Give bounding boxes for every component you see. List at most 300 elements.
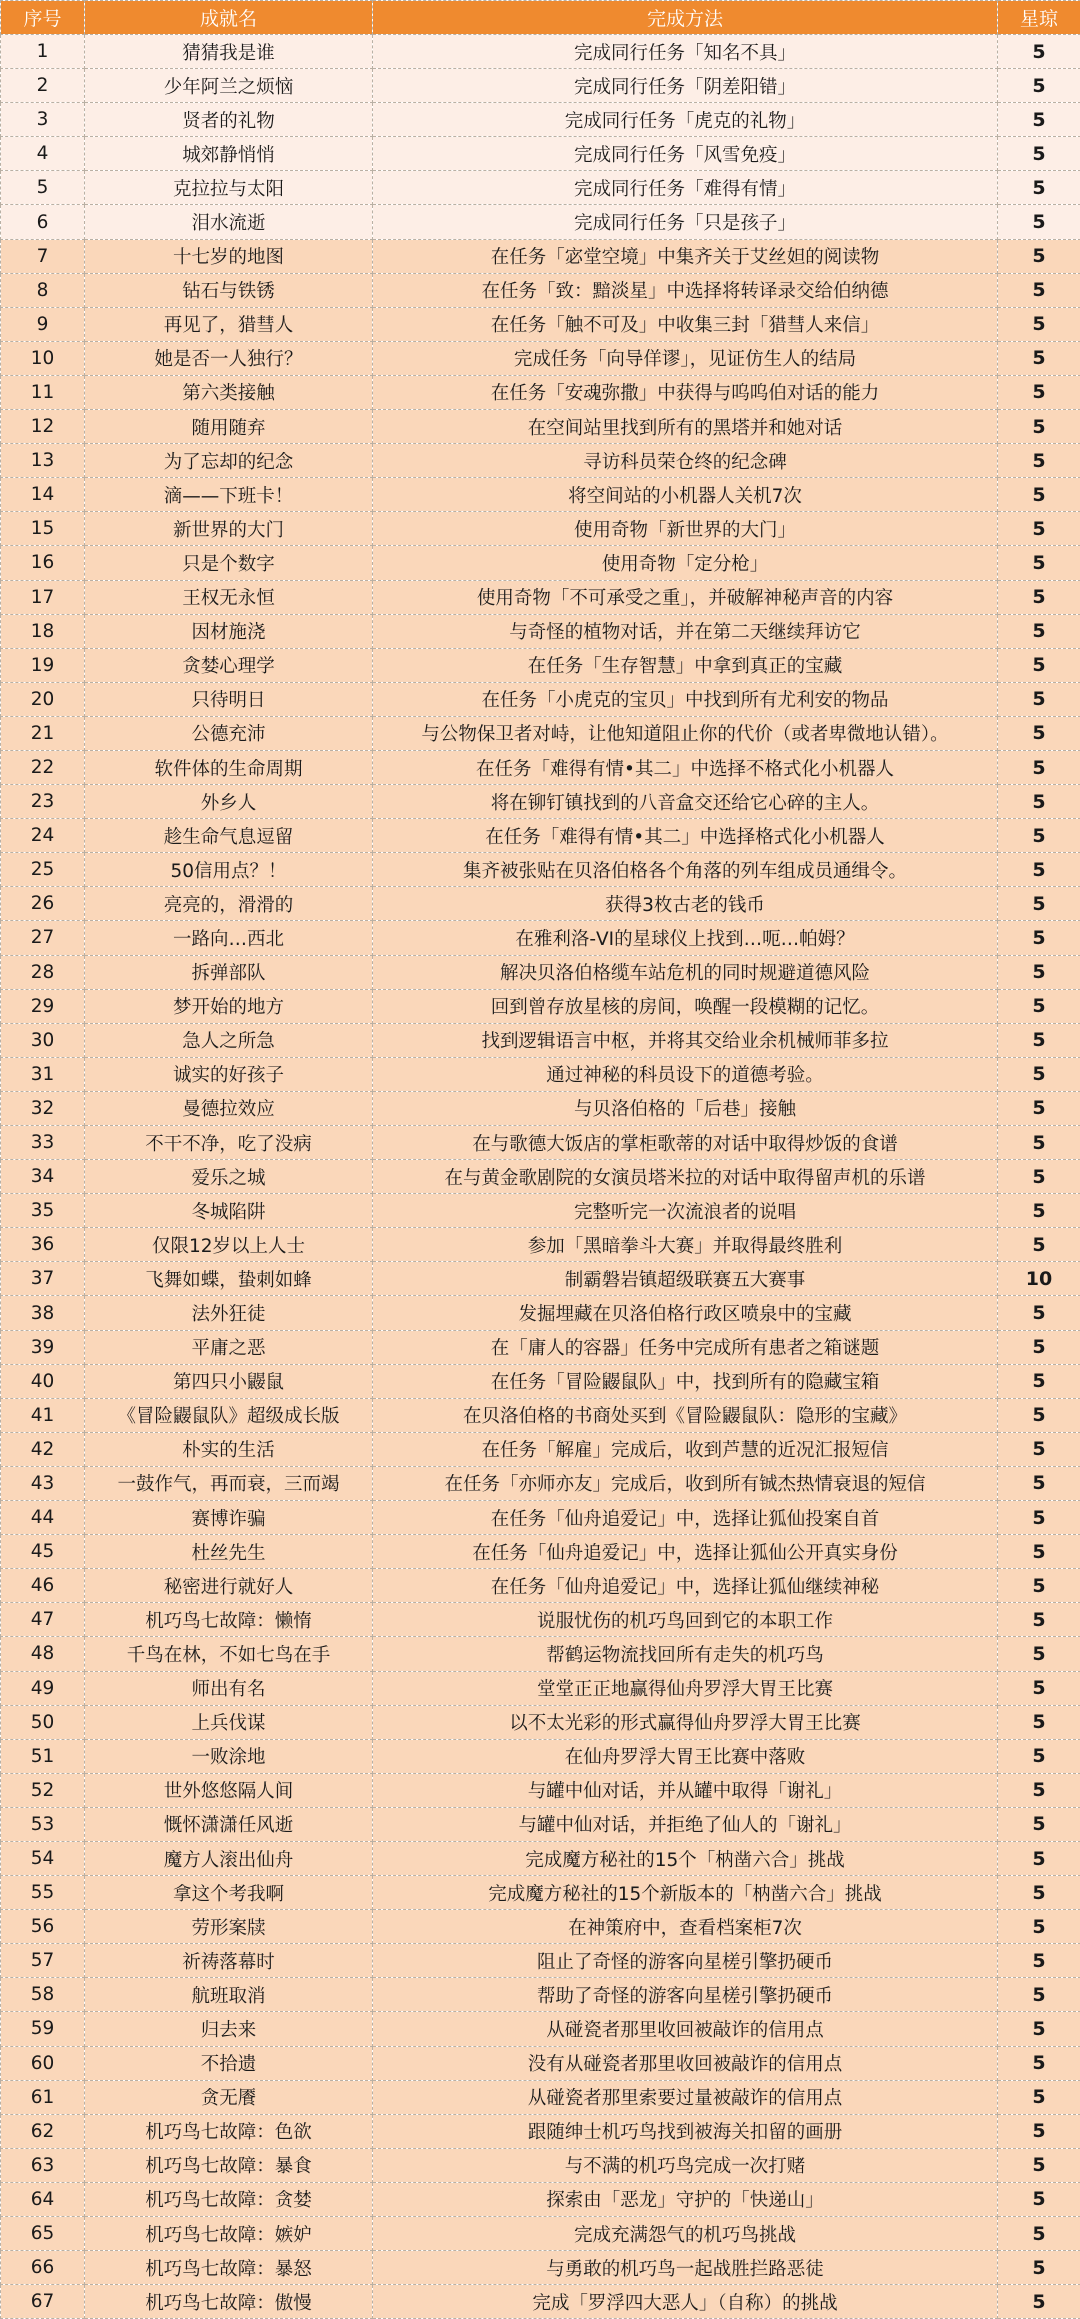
cell-method: 完成魔方秘社的15个「枘凿六合」挑战 [373,1841,998,1875]
table-row [1,1705,1080,1739]
cell-name: 急人之所急 [85,1023,373,1057]
cell-name: 她是否一人独行？ [85,341,373,375]
cell-index: 53 [1,1807,85,1841]
cell-method: 完成魔方秘社的15个新版本的「枘凿六合」挑战 [373,1876,998,1910]
cell-method: 解决贝洛伯格缆车站危机的同时规避道德风险 [373,955,998,989]
cell-name: 不拾遗 [85,2046,373,2080]
cell-method: 阻止了奇怪的游客向星槎引擎扔硬币 [373,1944,998,1978]
table-row [1,580,1080,614]
cell-stars: 5 [998,69,1080,103]
cell-stars: 5 [998,2114,1080,2148]
cell-name: 拿这个考我啊 [85,1876,373,1910]
cell-name: 朴实的生活 [85,1432,373,1466]
cell-index: 46 [1,1569,85,1603]
cell-name: 归去来 [85,2012,373,2046]
cell-method: 堂堂正正地赢得仙舟罗浮大胃王比赛 [373,1671,998,1705]
table-row [1,1126,1080,1160]
header-method: 完成方法 [373,1,998,35]
cell-index: 27 [1,921,85,955]
cell-stars: 5 [998,1091,1080,1125]
cell-index: 17 [1,580,85,614]
cell-method: 从碰瓷者那里索要过量被敲诈的信用点 [373,2080,998,2114]
cell-stars: 5 [998,137,1080,171]
cell-name: 飞舞如蝶，蛰刺如蜂 [85,1262,373,1296]
table-row [1,2182,1080,2216]
table-row [1,887,1080,921]
cell-method: 在空间站里找到所有的黑塔并和她对话 [373,410,998,444]
cell-stars: 5 [998,819,1080,853]
table-row [1,35,1080,69]
cell-method: 在任务「冒险鼹鼠队」中，找到所有的隐藏宝箱 [373,1364,998,1398]
table-row [1,1398,1080,1432]
cell-stars: 5 [998,2046,1080,2080]
table-row [1,1876,1080,1910]
table-row [1,1841,1080,1875]
cell-stars: 5 [998,546,1080,580]
cell-stars: 5 [998,307,1080,341]
header-name: 成就名 [85,1,373,35]
table-row [1,1501,1080,1535]
cell-index: 36 [1,1228,85,1262]
cell-stars: 5 [998,2080,1080,2114]
cell-stars: 5 [998,1296,1080,1330]
cell-index: 42 [1,1432,85,1466]
cell-method: 探索由「恶龙」守护的「快递山」 [373,2182,998,2216]
cell-method: 与不满的机巧鸟完成一次打赌 [373,2148,998,2182]
cell-method: 在任务「致：黯淡星」中选择将转译录交给伯纳德 [373,273,998,307]
cell-index: 23 [1,785,85,819]
cell-method: 在「庸人的容器」任务中完成所有患者之箱谜题 [373,1330,998,1364]
cell-index: 20 [1,682,85,716]
cell-name: 机巧鸟七故障：暴食 [85,2148,373,2182]
cell-index: 18 [1,614,85,648]
cell-name: 机巧鸟七故障：色欲 [85,2114,373,2148]
cell-stars: 5 [998,853,1080,887]
cell-index: 32 [1,1091,85,1125]
cell-name: 十七岁的地图 [85,239,373,273]
cell-stars: 5 [998,1739,1080,1773]
cell-index: 25 [1,853,85,887]
cell-stars: 5 [998,1910,1080,1944]
cell-name: 因材施浇 [85,614,373,648]
cell-stars: 5 [998,750,1080,784]
cell-method: 完成「罗浮四大恶人」（自称）的挑战 [373,2285,998,2319]
cell-method: 与奇怪的植物对话，并在第二天继续拜访它 [373,614,998,648]
table-row [1,1296,1080,1330]
table-row [1,1194,1080,1228]
table-row [1,171,1080,205]
table-row [1,444,1080,478]
cell-name: 只是个数字 [85,546,373,580]
cell-stars: 5 [998,2148,1080,2182]
cell-index: 50 [1,1705,85,1739]
cell-stars: 5 [998,239,1080,273]
cell-index: 16 [1,546,85,580]
cell-name: 诚实的好孩子 [85,1057,373,1091]
table-row [1,2285,1080,2319]
cell-name: 滴——下班卡！ [85,478,373,512]
cell-method: 与公物保卫者对峙，让他知道阻止你的代价（或者卑微地认错）。 [373,716,998,750]
cell-name: 机巧鸟七故障：嫉妒 [85,2217,373,2251]
cell-index: 59 [1,2012,85,2046]
cell-name: 新世界的大门 [85,512,373,546]
cell-method: 在任务「仙舟追爱记」中，选择让狐仙继续神秘 [373,1569,998,1603]
cell-stars: 5 [998,887,1080,921]
table-row [1,682,1080,716]
cell-name: 一路向…西北 [85,921,373,955]
cell-name: 世外悠悠隔人间 [85,1773,373,1807]
cell-index: 15 [1,512,85,546]
cell-stars: 5 [998,648,1080,682]
cell-index: 31 [1,1057,85,1091]
cell-index: 40 [1,1364,85,1398]
cell-stars: 5 [998,1057,1080,1091]
cell-name: 钻石与铁锈 [85,273,373,307]
cell-index: 8 [1,273,85,307]
cell-name: 杜丝先生 [85,1535,373,1569]
cell-name: 《冒险鼹鼠队》超级成长版 [85,1398,373,1432]
cell-method: 在神策府中，查看档案柜7次 [373,1910,998,1944]
cell-name: 50信用点？！ [85,853,373,887]
cell-method: 帮鹤运物流找回所有走失的机巧鸟 [373,1637,998,1671]
table-row [1,1432,1080,1466]
table-row [1,137,1080,171]
cell-index: 45 [1,1535,85,1569]
cell-method: 在任务「难得有情•其二」中选择格式化小机器人 [373,819,998,853]
cell-stars: 5 [998,921,1080,955]
cell-method: 在任务「触不可及」中收集三封「猎彗人来信」 [373,307,998,341]
cell-name: 外乡人 [85,785,373,819]
table-row [1,205,1080,239]
table-row [1,716,1080,750]
cell-index: 58 [1,1978,85,2012]
cell-name: 拆弹部队 [85,955,373,989]
cell-index: 4 [1,137,85,171]
cell-method: 跟随绅士机巧鸟找到被海关扣留的画册 [373,2114,998,2148]
cell-method: 在任务「小虎克的宝贝」中找到所有尤利安的物品 [373,682,998,716]
table-row [1,1569,1080,1603]
cell-method: 集齐被张贴在贝洛伯格各个角落的列车组成员通缉令。 [373,853,998,887]
cell-name: 祈祷落幕时 [85,1944,373,1978]
cell-name: 再见了，猎彗人 [85,307,373,341]
cell-method: 完成充满怨气的机巧鸟挑战 [373,2217,998,2251]
cell-index: 47 [1,1603,85,1637]
cell-method: 在贝洛伯格的书商处买到《冒险鼹鼠队：隐形的宝藏》 [373,1398,998,1432]
cell-name: 亮亮的，滑滑的 [85,887,373,921]
cell-stars: 5 [998,512,1080,546]
table-row [1,307,1080,341]
cell-name: 平庸之恶 [85,1330,373,1364]
table-row [1,1637,1080,1671]
table-row [1,648,1080,682]
cell-index: 13 [1,444,85,478]
cell-index: 49 [1,1671,85,1705]
cell-method: 完成任务「向导佯谬」，见证仿生人的结局 [373,341,998,375]
cell-index: 64 [1,2182,85,2216]
cell-name: 随用随弃 [85,410,373,444]
table-row [1,273,1080,307]
cell-index: 56 [1,1910,85,1944]
table-row [1,785,1080,819]
table-row [1,1330,1080,1364]
cell-stars: 5 [998,1603,1080,1637]
table-row [1,2046,1080,2080]
table-row [1,921,1080,955]
table-row [1,1910,1080,1944]
cell-index: 5 [1,171,85,205]
header-row [1,1,1080,35]
cell-name: 劳形案牍 [85,1910,373,1944]
table-row [1,69,1080,103]
cell-index: 65 [1,2217,85,2251]
cell-name: 一败涂地 [85,1739,373,1773]
table-row [1,1978,1080,2012]
cell-method: 制霸磐岩镇超级联赛五大赛事 [373,1262,998,1296]
cell-stars: 5 [998,103,1080,137]
cell-index: 57 [1,1944,85,1978]
cell-index: 34 [1,1160,85,1194]
cell-index: 9 [1,307,85,341]
cell-name: 只待明日 [85,682,373,716]
cell-index: 48 [1,1637,85,1671]
header-stars: 星琼 [998,1,1080,35]
cell-method: 完成同行任务「只是孩子」 [373,205,998,239]
table-row [1,375,1080,409]
cell-stars: 5 [998,1705,1080,1739]
cell-method: 说服忧伤的机巧鸟回到它的本职工作 [373,1603,998,1637]
cell-name: 克拉拉与太阳 [85,171,373,205]
table-row [1,1773,1080,1807]
cell-method: 发掘埋藏在贝洛伯格行政区喷泉中的宝藏 [373,1296,998,1330]
table-row [1,1364,1080,1398]
cell-stars: 5 [998,955,1080,989]
cell-name: 为了忘却的纪念 [85,444,373,478]
table-row [1,1944,1080,1978]
table-row [1,1262,1080,1296]
cell-method: 完整听完一次流浪者的说唱 [373,1194,998,1228]
cell-stars: 5 [998,1841,1080,1875]
cell-name: 师出有名 [85,1671,373,1705]
table-row [1,239,1080,273]
cell-name: 贪婪心理学 [85,648,373,682]
cell-method: 以不太光彩的形式赢得仙舟罗浮大胃王比赛 [373,1705,998,1739]
cell-index: 24 [1,819,85,853]
table-row [1,1057,1080,1091]
cell-index: 61 [1,2080,85,2114]
table-row [1,819,1080,853]
cell-name: 曼德拉效应 [85,1091,373,1125]
cell-method: 在任务「仙舟追爱记」中，选择让狐仙投案自首 [373,1501,998,1535]
table-row [1,989,1080,1023]
cell-stars: 5 [998,1228,1080,1262]
achievement-rows [1,35,1080,2319]
table-row [1,1160,1080,1194]
cell-stars: 5 [998,1398,1080,1432]
cell-stars: 5 [998,1944,1080,1978]
cell-method: 在任务「难得有情•其二」中选择不格式化小机器人 [373,750,998,784]
cell-index: 10 [1,341,85,375]
table-row [1,2217,1080,2251]
table-row [1,750,1080,784]
cell-index: 7 [1,239,85,273]
cell-name: 一鼓作气，再而衰，三而竭 [85,1466,373,1500]
table-row [1,1807,1080,1841]
cell-method: 在与歌德大饭店的掌柜歌蒂的对话中取得炒饭的食谱 [373,1126,998,1160]
cell-method: 使用奇物「不可承受之重」，并破解神秘声音的内容 [373,580,998,614]
table-row [1,2012,1080,2046]
cell-index: 3 [1,103,85,137]
cell-stars: 5 [998,2182,1080,2216]
cell-name: 机巧鸟七故障：傲慢 [85,2285,373,2319]
cell-name: 冬城陷阱 [85,1194,373,1228]
cell-method: 与罐中仙对话，并拒绝了仙人的「谢礼」 [373,1807,998,1841]
cell-stars: 5 [998,1876,1080,1910]
table-row [1,2148,1080,2182]
cell-index: 14 [1,478,85,512]
cell-index: 37 [1,1262,85,1296]
cell-index: 2 [1,69,85,103]
table-row [1,512,1080,546]
cell-stars: 5 [998,1671,1080,1705]
cell-name: 机巧鸟七故障：贪婪 [85,2182,373,2216]
cell-method: 使用奇物「新世界的大门」 [373,512,998,546]
cell-method: 完成同行任务「风雪免疫」 [373,137,998,171]
cell-stars: 5 [998,682,1080,716]
cell-name: 上兵伐谋 [85,1705,373,1739]
cell-method: 在与黄金歌剧院的女演员塔米拉的对话中取得留声机的乐谱 [373,1160,998,1194]
cell-method: 将在铆钉镇找到的八音盒交还给它心碎的主人。 [373,785,998,819]
cell-index: 35 [1,1194,85,1228]
cell-index: 55 [1,1876,85,1910]
cell-stars: 5 [998,1160,1080,1194]
cell-stars: 5 [998,478,1080,512]
cell-method: 没有从碰瓷者那里收回被敲诈的信用点 [373,2046,998,2080]
cell-index: 1 [1,35,85,69]
cell-index: 22 [1,750,85,784]
cell-name: 梦开始的地方 [85,989,373,1023]
cell-stars: 5 [998,1978,1080,2012]
cell-index: 29 [1,989,85,1023]
cell-name: 机巧鸟七故障：暴怒 [85,2251,373,2285]
cell-name: 慨怀潇潇任风逝 [85,1807,373,1841]
cell-method: 获得3枚古老的钱币 [373,887,998,921]
table-row [1,478,1080,512]
cell-name: 航班取消 [85,1978,373,2012]
cell-stars: 5 [998,614,1080,648]
table-row [1,103,1080,137]
cell-stars: 5 [998,2251,1080,2285]
cell-name: 第六类接触 [85,375,373,409]
cell-index: 41 [1,1398,85,1432]
cell-index: 66 [1,2251,85,2285]
cell-name: 赛博诈骗 [85,1501,373,1535]
table-row [1,1671,1080,1705]
cell-stars: 5 [998,1364,1080,1398]
table-row [1,2114,1080,2148]
table-row [1,1091,1080,1125]
cell-method: 完成同行任务「虎克的礼物」 [373,103,998,137]
cell-method: 寻访科员荣仓终的纪念碑 [373,444,998,478]
table-row [1,853,1080,887]
cell-stars: 5 [998,1501,1080,1535]
cell-stars: 10 [998,1262,1080,1296]
cell-stars: 5 [998,785,1080,819]
cell-index: 21 [1,716,85,750]
cell-index: 43 [1,1466,85,1500]
cell-name: 贪无餍 [85,2080,373,2114]
cell-method: 在任务「解雇」完成后，收到芦慧的近况汇报短信 [373,1432,998,1466]
cell-method: 使用奇物「定分枪」 [373,546,998,580]
cell-stars: 5 [998,1466,1080,1500]
table-row [1,1535,1080,1569]
cell-stars: 5 [998,1023,1080,1057]
cell-name: 猜猜我是谁 [85,35,373,69]
cell-stars: 5 [998,2217,1080,2251]
cell-name: 城郊静悄悄 [85,137,373,171]
table-row [1,546,1080,580]
cell-method: 找到逻辑语言中枢，并将其交给业余机械师菲多拉 [373,1023,998,1057]
cell-index: 19 [1,648,85,682]
cell-stars: 5 [998,1773,1080,1807]
cell-method: 帮助了奇怪的游客向星槎引擎扔硬币 [373,1978,998,2012]
cell-stars: 5 [998,1637,1080,1671]
cell-method: 将空间站的小机器人关机7次 [373,478,998,512]
cell-method: 完成同行任务「难得有情」 [373,171,998,205]
cell-method: 完成同行任务「知名不具」 [373,35,998,69]
cell-name: 法外狂徒 [85,1296,373,1330]
cell-index: 63 [1,2148,85,2182]
cell-index: 67 [1,2285,85,2319]
cell-method: 通过神秘的科员设下的道德考验。 [373,1057,998,1091]
cell-stars: 5 [998,410,1080,444]
cell-name: 仅限12岁以上人士 [85,1228,373,1262]
cell-index: 33 [1,1126,85,1160]
cell-name: 软件体的生命周期 [85,750,373,784]
cell-stars: 5 [998,989,1080,1023]
table-row [1,1023,1080,1057]
cell-method: 在任务「亦师亦友」完成后，收到所有铖杰热情衰退的短信 [373,1466,998,1500]
cell-name: 王权无永恒 [85,580,373,614]
table-row [1,410,1080,444]
cell-name: 贤者的礼物 [85,103,373,137]
cell-index: 51 [1,1739,85,1773]
header-index: 序号 [1,1,85,35]
cell-stars: 5 [998,2012,1080,2046]
cell-index: 39 [1,1330,85,1364]
cell-method: 从碰瓷者那里收回被敲诈的信用点 [373,2012,998,2046]
cell-name: 趁生命气息逗留 [85,819,373,853]
cell-stars: 5 [998,580,1080,614]
cell-stars: 5 [998,1330,1080,1364]
cell-index: 44 [1,1501,85,1535]
cell-method: 在任务「生存智慧」中拿到真正的宝藏 [373,648,998,682]
cell-method: 在任务「仙舟追爱记」中，选择让狐仙公开真实身份 [373,1535,998,1569]
cell-method: 与罐中仙对话，并从罐中取得「谢礼」 [373,1773,998,1807]
cell-method: 与贝洛伯格的「后巷」接触 [373,1091,998,1125]
cell-index: 11 [1,375,85,409]
cell-index: 38 [1,1296,85,1330]
cell-name: 第四只小鼹鼠 [85,1364,373,1398]
cell-stars: 5 [998,1807,1080,1841]
cell-index: 60 [1,2046,85,2080]
cell-stars: 5 [998,1126,1080,1160]
cell-method: 完成同行任务「阴差阳错」 [373,69,998,103]
cell-method: 回到曾存放星核的房间，唤醒一段模糊的记忆。 [373,989,998,1023]
cell-stars: 5 [998,1535,1080,1569]
cell-index: 52 [1,1773,85,1807]
cell-name: 泪水流逝 [85,205,373,239]
cell-name: 少年阿兰之烦恼 [85,69,373,103]
